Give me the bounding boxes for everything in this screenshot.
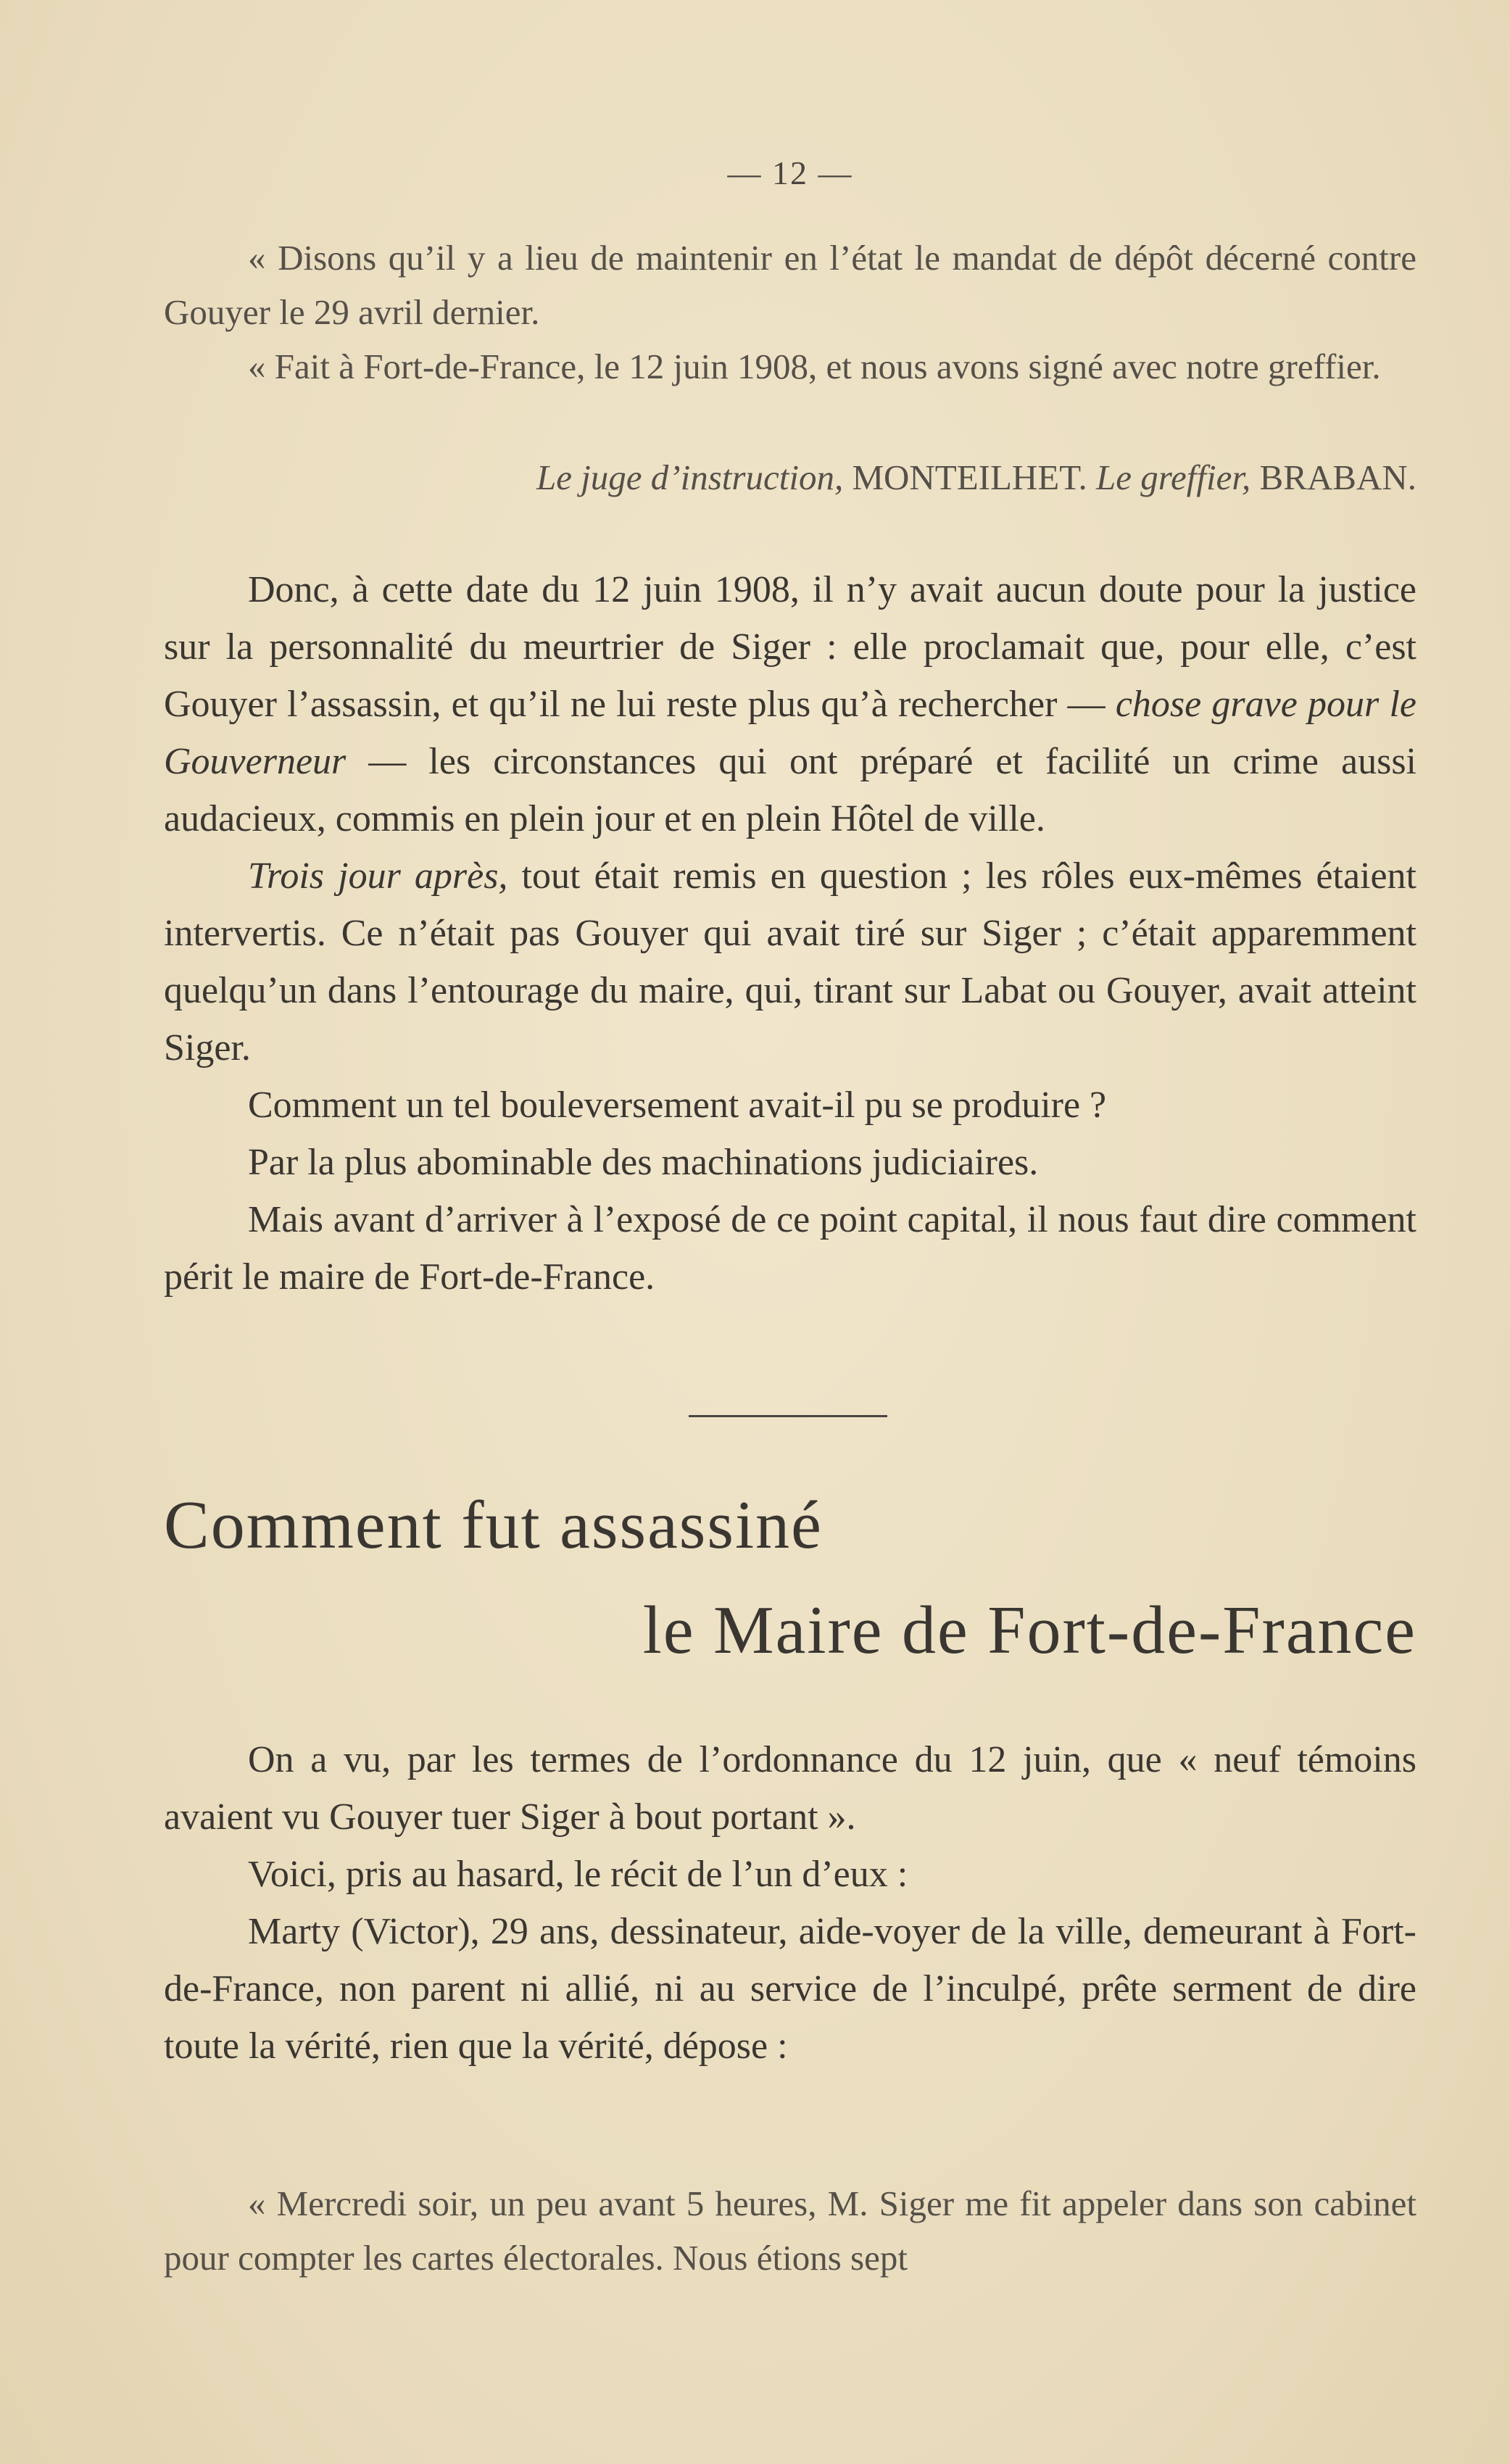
paragraph: Marty (Victor), 29 ans, dessinateur, aide-voyer de la ville, demeurant à Fort-de-France, non parent ni allié, ni au service de l’inculpé, prête serment de dire toute la vérité, rien que la vérité, dépose : — [164, 1911, 1416, 2067]
quote-paragraph: « Fait à Fort-de-France, le 12 juin 1908, et nous avons signé avec notre greffier. — [248, 347, 1381, 386]
section-divider — [689, 1415, 887, 1417]
paragraph — [164, 561, 1416, 847]
emphasis-text: Trois jour après, — [248, 855, 508, 897]
ordinance-quote — [164, 231, 1416, 394]
signature-line — [164, 457, 1416, 498]
section-heading-line2: le Maire de Fort-de-France — [642, 1593, 1416, 1668]
section-heading-line1: Comment fut assassiné — [164, 1488, 823, 1563]
quote-paragraph: « Mercredi soir, un peu avant 5 heures, M. Siger me fit appeler dans son cabinet pour compter les cartes électorales. Nous étions sept — [164, 2183, 1416, 2278]
paragraph: Voici, pris au hasard, le récit de l’un d’eux : — [248, 1854, 908, 1895]
page-number: — 12 — — [727, 154, 853, 191]
paragraph: Par la plus abominable des machinations judiciaires. — [248, 1142, 1039, 1183]
clerk-name: BRABAN. — [1259, 457, 1416, 497]
paragraph — [164, 847, 1416, 1077]
main-text — [164, 561, 1416, 1306]
emphasis-text: chose grave pour le Gouverneur — [164, 684, 1416, 782]
section-text — [164, 1731, 1416, 2075]
paragraph: On a vu, par les termes de l’ordonnance du 12 juin, que « neuf témoins avaient vu Gouyer tuer Siger à bout portant ». — [164, 1739, 1416, 1838]
judge-name: MONTEILHET. — [852, 457, 1087, 497]
paragraph: Comment un tel bouleversement avait-il pu se produire ? — [248, 1084, 1107, 1126]
book-page — [164, 0, 1416, 2464]
paragraph: Mais avant d’arriver à l’exposé de ce point capital, il nous faut dire comment périt le maire de Fort-de-France. — [164, 1199, 1416, 1298]
text-run: tout était remis en question ; les rôles eux-mêmes étaient intervertis. Ce n’était pas Gouyer qui avait tiré sur Siger ; c’était apparemment quelqu’un dans l’entourage du maire, qui, tirant sur Labat ou Gouyer, avait atteint Siger. — [164, 855, 1416, 1069]
quote-paragraph: « Disons qu’il y a lieu de maintenir en l’état le mandat de dépôt décerné contre Gouyer le 29 avril dernier. — [164, 238, 1416, 332]
judge-title: Le juge d’instruction, — [536, 457, 844, 497]
deposition-quote — [164, 2176, 1416, 2285]
clerk-title: Le greffier, — [1096, 457, 1251, 497]
text-run: Donc, à cette date du 12 juin 1908, il n’y avait aucun doute pour la justice sur la personnalité du meurtrier de Siger : elle proclamait que, pour elle, c’est Gouyer l’assassin, et qu’il ne lui reste plus qu’à rechercher — — [164, 569, 1416, 725]
text-run: — les circonstances qui ont préparé et facilité un crime aussi audacieux, commis en plein jour et en plein Hôtel de ville. — [164, 741, 1416, 839]
